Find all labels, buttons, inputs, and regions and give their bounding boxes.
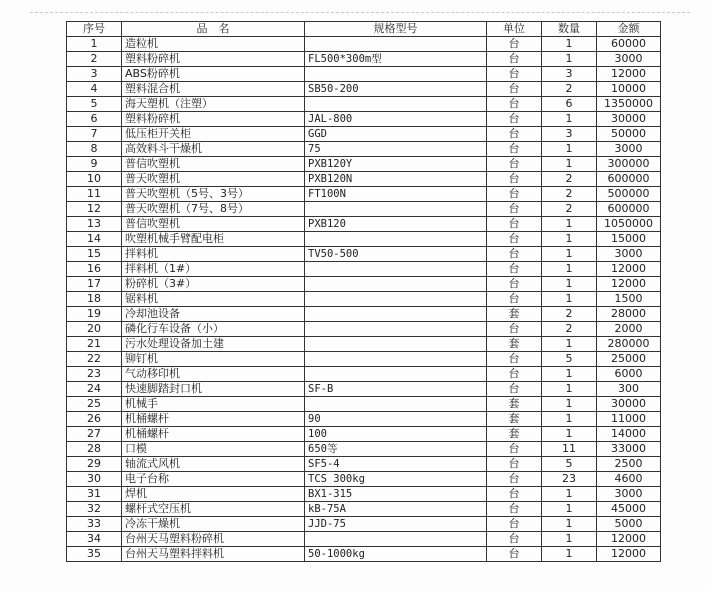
cell-qty: 1 [542, 532, 597, 547]
table-row [67, 172, 661, 187]
cell-unit: 套 [487, 307, 542, 322]
cell-amount: 12000 [597, 277, 661, 292]
cell-qty: 5 [542, 352, 597, 367]
cell-no: 30 [67, 472, 122, 487]
cell-unit: 台 [487, 457, 542, 472]
cell-unit: 台 [487, 367, 542, 382]
cell-name: 普信吹塑机 [122, 217, 305, 232]
cell-unit: 台 [487, 247, 542, 262]
cell-spec [305, 277, 487, 292]
cell-spec: TCS 300kg [305, 472, 487, 487]
cell-qty: 1 [542, 517, 597, 532]
equipment-table [66, 21, 661, 562]
table-row [67, 37, 661, 52]
cell-name: 造粒机 [122, 37, 305, 52]
cell-no: 29 [67, 457, 122, 472]
cell-spec [305, 97, 487, 112]
cell-unit: 台 [487, 262, 542, 277]
cell-unit: 台 [487, 442, 542, 457]
cell-unit: 台 [487, 172, 542, 187]
cell-amount: 50000 [597, 127, 661, 142]
cell-amount: 30000 [597, 112, 661, 127]
cell-no: 5 [67, 97, 122, 112]
cell-spec [305, 307, 487, 322]
header-qty: 数量 [542, 22, 597, 37]
cell-unit: 台 [487, 517, 542, 532]
cell-amount: 500000 [597, 187, 661, 202]
table-row [67, 442, 661, 457]
cell-name: 吹塑机械手臂配电柜 [122, 232, 305, 247]
cell-unit: 台 [487, 472, 542, 487]
cell-name: 冷冻干燥机 [122, 517, 305, 532]
cell-amount: 6000 [597, 367, 661, 382]
cell-qty: 1 [542, 157, 597, 172]
table-row [67, 427, 661, 442]
cell-no: 26 [67, 412, 122, 427]
table-row [67, 457, 661, 472]
cell-unit: 台 [487, 217, 542, 232]
cell-name: 塑料混合机 [122, 82, 305, 97]
cell-name: 磷化行车设备（小） [122, 322, 305, 337]
cell-no: 28 [67, 442, 122, 457]
header-name: 品 名 [122, 22, 305, 37]
cell-qty: 1 [542, 232, 597, 247]
table-row [67, 547, 661, 562]
cell-name: 普天吹塑机（7号、8号） [122, 202, 305, 217]
cell-unit: 套 [487, 427, 542, 442]
cell-name: ABS粉碎机 [122, 67, 305, 82]
header-spec: 规格型号 [305, 22, 487, 37]
cell-name: 低压柜开关柜 [122, 127, 305, 142]
cell-spec: JJD-75 [305, 517, 487, 532]
cell-spec: FL500*300m型 [305, 52, 487, 67]
cell-no: 6 [67, 112, 122, 127]
cell-spec [305, 292, 487, 307]
table-row [67, 352, 661, 367]
cell-no: 24 [67, 382, 122, 397]
cell-qty: 1 [542, 277, 597, 292]
cell-spec: SB50-200 [305, 82, 487, 97]
cell-no: 16 [67, 262, 122, 277]
cell-spec: SF-B [305, 382, 487, 397]
cell-no: 19 [67, 307, 122, 322]
table-row [67, 52, 661, 67]
table-row [67, 262, 661, 277]
cell-qty: 1 [542, 112, 597, 127]
cell-name: 普信吹塑机 [122, 157, 305, 172]
cell-no: 34 [67, 532, 122, 547]
cell-qty: 1 [542, 427, 597, 442]
cell-unit: 台 [487, 547, 542, 562]
cell-amount: 280000 [597, 337, 661, 352]
cell-qty: 23 [542, 472, 597, 487]
cell-name: 海天塑机（注塑） [122, 97, 305, 112]
cell-name: 塑料粉碎机 [122, 112, 305, 127]
cell-qty: 3 [542, 127, 597, 142]
cell-amount: 12000 [597, 532, 661, 547]
cell-spec [305, 352, 487, 367]
cell-no: 18 [67, 292, 122, 307]
cell-no: 2 [67, 52, 122, 67]
cell-unit: 套 [487, 337, 542, 352]
cell-unit: 台 [487, 202, 542, 217]
table-row [67, 367, 661, 382]
cell-no: 9 [67, 157, 122, 172]
cell-no: 7 [67, 127, 122, 142]
cell-spec: JAL-800 [305, 112, 487, 127]
header-no: 序号 [67, 22, 122, 37]
cell-name: 轴流式风机 [122, 457, 305, 472]
cell-unit: 台 [487, 52, 542, 67]
table-row [67, 517, 661, 532]
cell-spec: GGD [305, 127, 487, 142]
cell-amount: 15000 [597, 232, 661, 247]
cell-qty: 3 [542, 67, 597, 82]
table-row [67, 472, 661, 487]
cell-qty: 1 [542, 547, 597, 562]
cell-spec [305, 367, 487, 382]
cell-no: 11 [67, 187, 122, 202]
cell-no: 15 [67, 247, 122, 262]
cell-unit: 台 [487, 292, 542, 307]
cell-name: 普天吹塑机 [122, 172, 305, 187]
cell-spec: PXB120Y [305, 157, 487, 172]
cell-amount: 11000 [597, 412, 661, 427]
cell-no: 35 [67, 547, 122, 562]
cell-amount: 28000 [597, 307, 661, 322]
cell-unit: 套 [487, 397, 542, 412]
cell-amount: 1050000 [597, 217, 661, 232]
table-row [67, 97, 661, 112]
cell-qty: 11 [542, 442, 597, 457]
cell-name: 铆钉机 [122, 352, 305, 367]
table-body [67, 37, 661, 562]
cell-unit: 台 [487, 322, 542, 337]
cell-name: 高效料斗干燥机 [122, 142, 305, 157]
table-row [67, 202, 661, 217]
cell-name: 普天吹塑机（5号、3号） [122, 187, 305, 202]
cell-unit: 台 [487, 277, 542, 292]
table-row [67, 397, 661, 412]
cell-name: 机桶螺杆 [122, 412, 305, 427]
cell-no: 12 [67, 202, 122, 217]
cell-no: 27 [67, 427, 122, 442]
cell-unit: 台 [487, 532, 542, 547]
cell-name: 粉碎机（3#） [122, 277, 305, 292]
cell-unit: 台 [487, 187, 542, 202]
cell-spec [305, 232, 487, 247]
cell-amount: 1500 [597, 292, 661, 307]
cell-no: 23 [67, 367, 122, 382]
cell-qty: 5 [542, 457, 597, 472]
cell-unit: 台 [487, 157, 542, 172]
table-row [67, 322, 661, 337]
cell-name: 机桶螺杆 [122, 427, 305, 442]
table-row [67, 412, 661, 427]
cell-name: 台州天马塑料拌料机 [122, 547, 305, 562]
cell-spec [305, 37, 487, 52]
cell-amount: 25000 [597, 352, 661, 367]
cell-qty: 1 [542, 367, 597, 382]
table-row [67, 532, 661, 547]
cell-amount: 12000 [597, 67, 661, 82]
table-row [67, 142, 661, 157]
cell-spec [305, 202, 487, 217]
table-row [67, 187, 661, 202]
table-row [67, 337, 661, 352]
cell-spec: 650等 [305, 442, 487, 457]
cell-spec: BX1-315 [305, 487, 487, 502]
cell-amount: 3000 [597, 487, 661, 502]
table-row [67, 487, 661, 502]
cell-amount: 2000 [597, 322, 661, 337]
cell-unit: 台 [487, 97, 542, 112]
cell-name: 冷却池设备 [122, 307, 305, 322]
cell-qty: 2 [542, 187, 597, 202]
cell-name: 快速脚踏封口机 [122, 382, 305, 397]
cell-qty: 1 [542, 397, 597, 412]
cell-spec: 100 [305, 427, 487, 442]
cell-no: 20 [67, 322, 122, 337]
cell-no: 8 [67, 142, 122, 157]
cell-unit: 台 [487, 37, 542, 52]
cell-qty: 2 [542, 82, 597, 97]
cell-no: 33 [67, 517, 122, 532]
cell-name: 螺杆式空压机 [122, 502, 305, 517]
cell-no: 3 [67, 67, 122, 82]
cell-amount: 30000 [597, 397, 661, 412]
cell-name: 焊机 [122, 487, 305, 502]
cell-no: 4 [67, 82, 122, 97]
cell-unit: 台 [487, 67, 542, 82]
cell-name: 塑料粉碎机 [122, 52, 305, 67]
cell-name: 拌料机 [122, 247, 305, 262]
table-row [67, 382, 661, 397]
cell-qty: 1 [542, 412, 597, 427]
cell-qty: 1 [542, 502, 597, 517]
cell-qty: 2 [542, 307, 597, 322]
cell-unit: 台 [487, 352, 542, 367]
cell-spec: kB-75A [305, 502, 487, 517]
cell-no: 22 [67, 352, 122, 367]
cell-amount: 12000 [597, 547, 661, 562]
cell-spec: 90 [305, 412, 487, 427]
cell-amount: 3000 [597, 142, 661, 157]
cell-name: 污水处理设备加土建 [122, 337, 305, 352]
table-row [67, 67, 661, 82]
cell-no: 32 [67, 502, 122, 517]
cell-no: 13 [67, 217, 122, 232]
cell-qty: 2 [542, 322, 597, 337]
cell-spec: 75 [305, 142, 487, 157]
cell-unit: 台 [487, 487, 542, 502]
cell-no: 31 [67, 487, 122, 502]
cell-spec: 50-1000kg [305, 547, 487, 562]
table-row [67, 112, 661, 127]
cell-name: 口模 [122, 442, 305, 457]
cell-name: 机械手 [122, 397, 305, 412]
cell-unit: 台 [487, 142, 542, 157]
top-dashed-rule [30, 12, 690, 13]
cell-no: 10 [67, 172, 122, 187]
cell-qty: 1 [542, 262, 597, 277]
cell-no: 1 [67, 37, 122, 52]
cell-no: 21 [67, 337, 122, 352]
cell-qty: 6 [542, 97, 597, 112]
cell-unit: 台 [487, 82, 542, 97]
cell-amount: 5000 [597, 517, 661, 532]
cell-amount: 4600 [597, 472, 661, 487]
cell-qty: 1 [542, 487, 597, 502]
cell-amount: 33000 [597, 442, 661, 457]
table-row [67, 292, 661, 307]
cell-unit: 台 [487, 127, 542, 142]
cell-name: 台州天马塑料粉碎机 [122, 532, 305, 547]
cell-amount: 2500 [597, 457, 661, 472]
table-row [67, 82, 661, 97]
cell-unit: 台 [487, 232, 542, 247]
cell-spec: TV50-500 [305, 247, 487, 262]
table-row [67, 277, 661, 292]
cell-amount: 1350000 [597, 97, 661, 112]
cell-amount: 10000 [597, 82, 661, 97]
cell-unit: 台 [487, 382, 542, 397]
cell-name: 电子台称 [122, 472, 305, 487]
cell-spec [305, 337, 487, 352]
cell-spec [305, 262, 487, 277]
cell-name: 气动移印机 [122, 367, 305, 382]
cell-qty: 2 [542, 202, 597, 217]
table-row [67, 502, 661, 517]
cell-spec [305, 322, 487, 337]
cell-no: 25 [67, 397, 122, 412]
table-row [67, 157, 661, 172]
cell-spec: FT100N [305, 187, 487, 202]
table-row [67, 307, 661, 322]
table-row [67, 127, 661, 142]
cell-amount: 300 [597, 382, 661, 397]
table-row [67, 232, 661, 247]
cell-unit: 台 [487, 502, 542, 517]
cell-amount: 14000 [597, 427, 661, 442]
cell-spec: PXB120 [305, 217, 487, 232]
cell-amount: 3000 [597, 247, 661, 262]
cell-spec [305, 67, 487, 82]
cell-qty: 1 [542, 247, 597, 262]
cell-unit: 套 [487, 412, 542, 427]
cell-qty: 1 [542, 337, 597, 352]
cell-amount: 3000 [597, 52, 661, 67]
table-header-row [67, 22, 661, 37]
table-row [67, 247, 661, 262]
cell-amount: 60000 [597, 37, 661, 52]
cell-amount: 600000 [597, 172, 661, 187]
cell-spec: PXB120N [305, 172, 487, 187]
cell-amount: 600000 [597, 202, 661, 217]
cell-spec: SF5-4 [305, 457, 487, 472]
cell-qty: 1 [542, 382, 597, 397]
cell-amount: 300000 [597, 157, 661, 172]
header-unit: 单位 [487, 22, 542, 37]
cell-amount: 45000 [597, 502, 661, 517]
cell-qty: 2 [542, 172, 597, 187]
cell-amount: 12000 [597, 262, 661, 277]
cell-spec [305, 532, 487, 547]
cell-qty: 1 [542, 142, 597, 157]
header-amount: 金额 [597, 22, 661, 37]
cell-qty: 1 [542, 37, 597, 52]
cell-spec [305, 397, 487, 412]
cell-no: 14 [67, 232, 122, 247]
cell-name: 拌料机（1#） [122, 262, 305, 277]
cell-qty: 1 [542, 52, 597, 67]
cell-qty: 1 [542, 217, 597, 232]
cell-qty: 1 [542, 292, 597, 307]
cell-no: 17 [67, 277, 122, 292]
cell-unit: 台 [487, 112, 542, 127]
cell-name: 锯料机 [122, 292, 305, 307]
table-row [67, 217, 661, 232]
